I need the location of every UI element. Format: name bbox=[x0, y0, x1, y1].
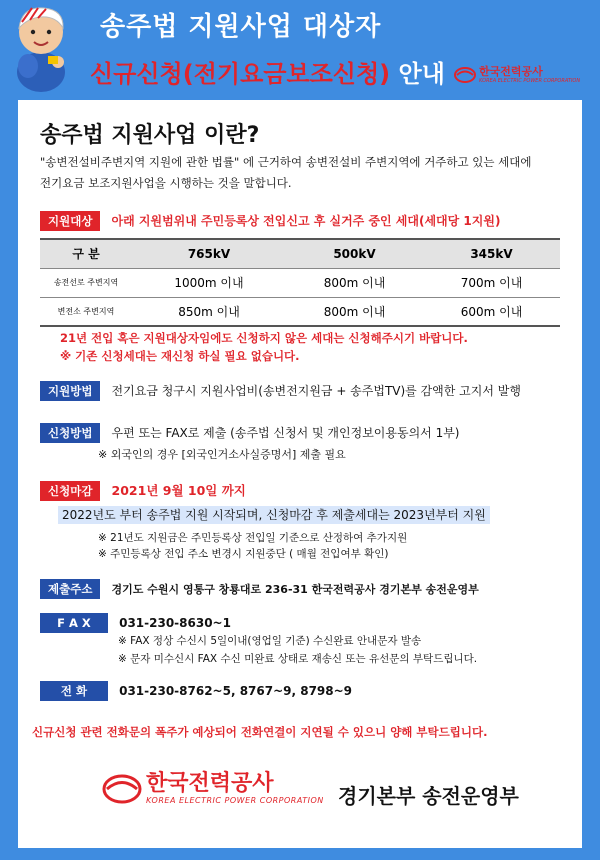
table-row bbox=[40, 268, 560, 297]
intro-line-1: "송변전설비주변지역 지원에 관한 법률" 에 근거하여 송변전설비 주변지역에 거주하고 있는 세대에 bbox=[40, 155, 532, 169]
eligibility-note-2: ※ 기존 신청세대는 재신청 하실 필요 없습니다. bbox=[60, 349, 300, 363]
table-cell: 600m 이내 bbox=[423, 297, 560, 326]
deadline-row bbox=[40, 480, 246, 501]
subtitle-red: 신규신청(전기요금보조신청) bbox=[90, 60, 391, 88]
phone-row bbox=[40, 680, 352, 701]
table-cell: 송전선로 주변지역 bbox=[40, 268, 132, 297]
intro-text bbox=[40, 152, 532, 194]
table-cell: 700m 이내 bbox=[423, 268, 560, 297]
footer-logo-text: 한국전력공사 bbox=[146, 771, 274, 796]
method-label: 지원방법 bbox=[40, 381, 100, 401]
table-header: 345kV bbox=[423, 239, 560, 268]
fax-note-2: ※ 문자 미수신시 FAX 수신 미완료 상태로 재송신 또는 유선문의 부탁드립니다. bbox=[118, 653, 478, 665]
deadline-note-1: ※ 21년도 지원금은 주민등록상 전입일 기준으로 산정하여 추가지원 bbox=[98, 532, 408, 544]
footer-logo bbox=[102, 772, 324, 805]
eligibility-text: 아래 지원범위내 주민등록상 전입신고 후 실거주 중인 세대(세대당 1지원) bbox=[111, 214, 501, 228]
table-row bbox=[40, 297, 560, 326]
intro-line-2: 전기요금 보조지원사업을 시행하는 것을 말합니다. bbox=[40, 176, 292, 190]
table-cell: 850m 이내 bbox=[132, 297, 286, 326]
deadline-highlight: 2022년도 부터 송주법 지원 시작되며, 신청마감 후 제출세대는 2023년부터 지원 bbox=[58, 506, 490, 524]
header-logo bbox=[454, 66, 580, 84]
phone-number: 031-230-8762~5, 8767~9, 8798~9 bbox=[119, 684, 353, 698]
table-cell: 800m 이내 bbox=[286, 297, 423, 326]
notice-card bbox=[18, 100, 582, 848]
fax-label: F A X bbox=[40, 613, 108, 633]
fax-note-1: ※ FAX 정상 수신시 5일이내(영업일 기준) 수신완료 안내문자 발송 bbox=[118, 635, 422, 647]
header-logo-text: 한국전력공사 bbox=[479, 65, 543, 78]
fax-row bbox=[40, 612, 231, 633]
intro-heading: 송주법 지원사업 이란? bbox=[40, 123, 260, 148]
footer-department: 경기본부 송전운영부 bbox=[338, 784, 519, 808]
footer-logo-subtext: KOREA ELECTRIC POWER CORPORATION bbox=[146, 796, 324, 805]
apply-label: 신청방법 bbox=[40, 423, 100, 443]
table-cell: 800m 이내 bbox=[286, 268, 423, 297]
deadline-highlight-row bbox=[58, 506, 490, 523]
address-text: 경기도 수원시 영통구 창룡대로 236-31 한국전력공사 경기본부 송전운영부 bbox=[111, 583, 479, 596]
table-header: 765kV bbox=[132, 239, 286, 268]
table-cell: 1000m 이내 bbox=[132, 268, 286, 297]
method-text: 전기요금 청구시 지원사업비(송변전지원금 + 송주법TV)를 감액한 고지서 발행 bbox=[111, 384, 521, 398]
apply-row bbox=[40, 422, 460, 443]
method-row bbox=[40, 380, 521, 401]
table-header: 구 분 bbox=[40, 239, 132, 268]
apply-text: 우편 또는 FAX로 제출 (송주법 신청서 및 개인정보이용동의서 1부) bbox=[111, 426, 460, 440]
warning-text: 신규신청 관련 전화문의 폭주가 예상되어 전화연결이 지연될 수 있으니 양해 부탁드립니다. bbox=[32, 725, 488, 739]
deadline-label: 신청마감 bbox=[40, 481, 100, 501]
table-header-row bbox=[40, 239, 560, 268]
table-header: 500kV bbox=[286, 239, 423, 268]
kepco-logo-icon bbox=[454, 66, 476, 84]
eligibility-note-1: 21년 전입 혹은 지원대상자임에도 신청하지 않은 세대는 신청해주시기 바랍니다. bbox=[60, 331, 468, 345]
page-header bbox=[0, 0, 600, 100]
mascot-illustration bbox=[8, 2, 74, 94]
eligibility-label: 지원대상 bbox=[40, 211, 100, 231]
deadline-note-2: ※ 주민등록상 전입 주소 변경시 지원중단 ( 매월 전입여부 확인) bbox=[98, 548, 389, 560]
eligibility-table bbox=[40, 238, 560, 327]
fax-number: 031-230-8630~1 bbox=[119, 616, 231, 630]
table-cell: 변전소 주변지역 bbox=[40, 297, 132, 326]
address-row bbox=[40, 578, 479, 599]
page-title: 송주법 지원사업 대상자 bbox=[100, 12, 382, 42]
address-label: 제출주소 bbox=[40, 579, 100, 599]
kepco-logo-icon bbox=[102, 773, 142, 805]
subtitle-white: 안내 bbox=[390, 60, 445, 88]
phone-label: 전 화 bbox=[40, 681, 108, 701]
page-subtitle bbox=[90, 54, 445, 89]
deadline-date: 2021년 9월 10일 까지 bbox=[111, 483, 246, 498]
header-logo-subtext: KOREA ELECTRIC POWER CORPORATION bbox=[479, 78, 581, 84]
apply-note: ※ 외국인의 경우 [외국인거소사실증명서] 제출 필요 bbox=[98, 448, 346, 461]
eligibility-row bbox=[40, 210, 500, 231]
